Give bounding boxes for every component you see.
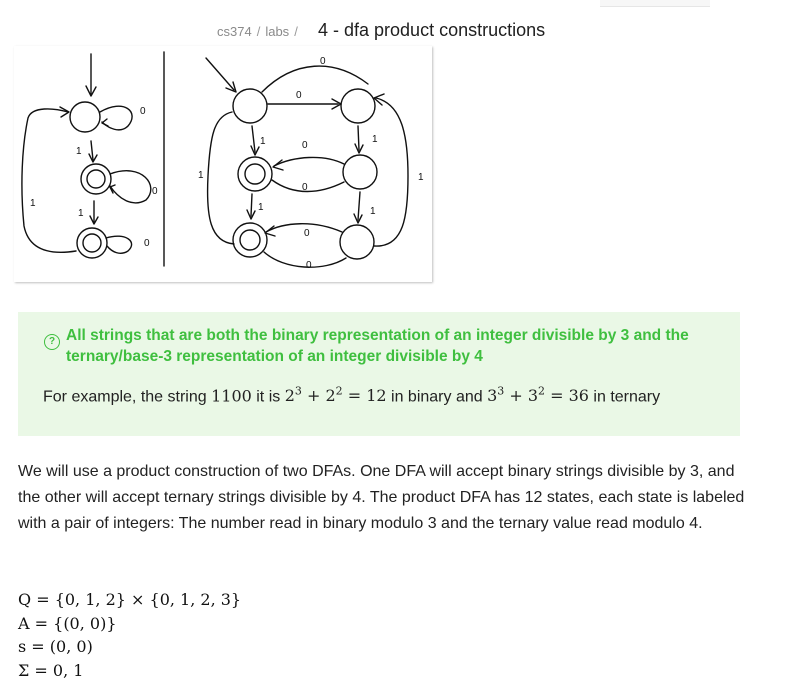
page-title: 4 - dfa product constructions (318, 20, 546, 40)
start-arrow-right (206, 58, 234, 90)
definitions-list (18, 588, 241, 682)
right-bottom-label-0: 0 (304, 228, 310, 239)
definition-alphabet: Σ = 0, 1 (18, 660, 84, 680)
right-down-label-3: 1 (370, 206, 376, 217)
state-r21 (340, 225, 374, 259)
edge-2-0 (22, 109, 76, 252)
self-loop-2 (106, 236, 132, 253)
definition-start: s = (0, 0) (18, 637, 93, 656)
question-callout (18, 312, 740, 436)
edge-r11-r10-head (273, 160, 283, 170)
definition-accept: A = {(0, 0)} (18, 613, 117, 633)
edge-r10-r20 (251, 194, 252, 216)
left-back-label: 1 (30, 198, 36, 209)
arc-top (262, 66, 368, 92)
dfa-diagram-svg (14, 46, 432, 282)
callout-example (43, 385, 660, 406)
left-loop-label-0: 0 (140, 106, 146, 117)
edge-2-0-head (60, 107, 69, 117)
breadcrumb-course-link[interactable]: cs374 (217, 24, 252, 39)
right-mid-label-0: 0 (302, 140, 308, 151)
description-paragraph: We will use a product construction of two DFAs. One DFA will accept binary strings divisible by 3, and the other will accept ternary strings divisible by 4. The product DFA has 12 states, each state is labeled with a pair of integers: The number read in binary modulo 3 and the ternary value read modulo 4. (18, 463, 745, 532)
edge-r10-r11 (272, 180, 344, 192)
self-loop-1 (110, 171, 151, 203)
right-side-label-1: 1 (418, 172, 424, 183)
edge-left-loop (208, 112, 234, 244)
callout-title: All strings that are both the binary representation of an integer divisible by 3 and the ternary/base-3 representation of an integer divisible by 4 (66, 327, 689, 365)
right-side-label-0: 1 (198, 170, 204, 181)
edge-r20-r21 (264, 252, 346, 267)
breadcrumb-labs-link[interactable]: labs (265, 24, 290, 39)
right-top-mid-label: 0 (296, 90, 302, 101)
right-bottom-label-1: 0 (306, 260, 312, 271)
right-down-label-1: 1 (372, 134, 378, 145)
edge-r11-r10 (274, 157, 344, 166)
self-loop-0 (100, 106, 132, 130)
state-r10-accept-ring (245, 164, 265, 184)
state-r20-accept-ring (240, 230, 260, 250)
edge-r01-r11 (358, 126, 359, 150)
breadcrumb (217, 24, 303, 39)
left-loop-label-1: 0 (152, 186, 158, 197)
definition-states: Q = {0, 1, 2} × {0, 1, 2, 3} (18, 590, 242, 609)
state-r00 (233, 89, 267, 123)
example-text: it is (251, 388, 285, 406)
state-r20 (233, 223, 267, 257)
state-2-accept-ring (83, 234, 101, 252)
example-text: in binary and (386, 388, 488, 406)
state-0 (70, 102, 100, 132)
callout-header (44, 325, 724, 367)
edge-r11-r21 (358, 192, 360, 220)
state-1 (81, 164, 111, 194)
page-header (0, 18, 760, 48)
edge-right-loop (374, 98, 408, 246)
state-r11 (343, 155, 377, 189)
dfa-diagram-image (14, 46, 432, 282)
right-top-arc-label: 0 (320, 56, 326, 67)
state-1-accept-ring (87, 170, 105, 188)
left-down-label-1: 1 (78, 208, 84, 219)
question-circle-icon: ? (44, 334, 60, 350)
state-r10 (238, 157, 272, 191)
self-loop-0-head (102, 119, 108, 126)
right-mid-label-1: 0 (302, 182, 308, 193)
ternary-expression: $3^3 + 3^2 = 36$ (487, 385, 589, 406)
example-text: in ternary (588, 388, 661, 406)
breadcrumb-separator: / (294, 24, 298, 39)
left-loop-label-2: 0 (144, 238, 150, 249)
top-toolbar-edge (600, 0, 710, 7)
example-string: 1100 (211, 386, 252, 406)
right-down-label-0: 1 (260, 136, 266, 147)
left-down-label-0: 1 (76, 146, 82, 157)
breadcrumb-separator: / (256, 24, 261, 39)
example-text: For example, the string (43, 388, 212, 406)
binary-expression: $2^3 + 2^2 = 12$ (284, 385, 387, 406)
state-r01 (341, 89, 375, 123)
right-down-label-2: 1 (258, 202, 264, 213)
state-2 (77, 228, 107, 258)
